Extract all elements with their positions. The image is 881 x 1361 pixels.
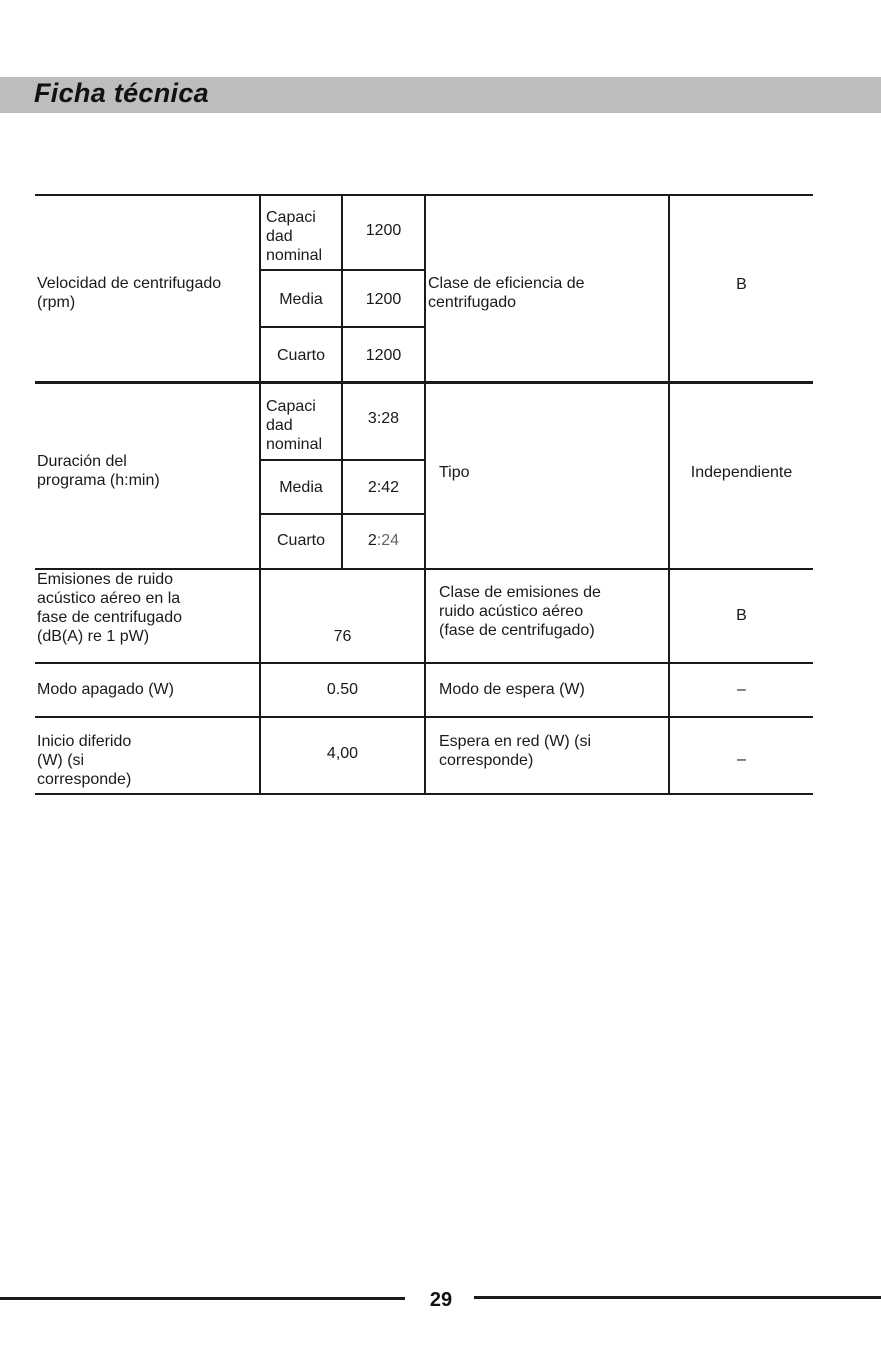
page-number: 29	[429, 1289, 453, 1311]
duration-label: Duración del programa (h:min)	[37, 453, 160, 489]
spin-load-rated: Capaci dad nominal	[266, 209, 323, 264]
delay-start-value: 4,00	[326, 745, 359, 762]
off-mode-label: Modo apagado (W)	[37, 681, 174, 698]
spin-load-quarter: Cuarto	[276, 347, 326, 364]
network-standby-value: –	[737, 751, 746, 768]
page-title: Ficha técnica	[34, 78, 209, 108]
spin-value-quarter: 1200	[365, 347, 402, 364]
duration-value-rated: 3:28	[367, 410, 400, 427]
table-rule	[424, 194, 426, 795]
spin-class-label: Clase de eficiencia de centrifugado	[428, 275, 585, 311]
noise-class-value: B	[736, 607, 747, 624]
duration-value-quarter-main: 2	[367, 532, 377, 549]
off-mode-value: 0.50	[326, 681, 359, 698]
footer-rule-right	[474, 1296, 881, 1299]
duration-value-quarter	[343, 531, 424, 550]
spin-speed-label: Velocidad de centrifugado (rpm)	[37, 275, 222, 311]
network-standby-label: Espera en red (W) (si corresponde)	[439, 733, 592, 769]
spin-value-half: 1200	[365, 291, 402, 308]
type-value: Independiente	[690, 464, 793, 481]
duration-value-half: 2:42	[367, 479, 400, 496]
duration-load-half: Media	[279, 479, 323, 496]
duration-load-quarter: Cuarto	[276, 532, 326, 549]
noise-label: Emisiones de ruido acústico aéreo en la fase de centrifugado (dB(A) re 1 pW)	[37, 571, 182, 645]
spin-class-value: B	[736, 276, 747, 293]
noise-class-label: Clase de emisiones de ruido acústico aéreo (fase de centrifugado)	[439, 584, 601, 639]
delay-start-label: Inicio diferido (W) (si corresponde)	[37, 733, 132, 788]
duration-value-quarter-rest: :24	[376, 532, 400, 549]
standby-label: Modo de espera (W)	[439, 681, 585, 698]
standby-value: –	[737, 681, 746, 698]
footer-rule-left	[0, 1297, 405, 1300]
noise-value: 76	[333, 628, 352, 645]
type-label: Tipo	[439, 464, 470, 481]
spin-value-rated: 1200	[365, 222, 402, 239]
duration-load-rated: Capaci dad nominal	[266, 398, 323, 453]
spin-load-half: Media	[279, 291, 323, 308]
